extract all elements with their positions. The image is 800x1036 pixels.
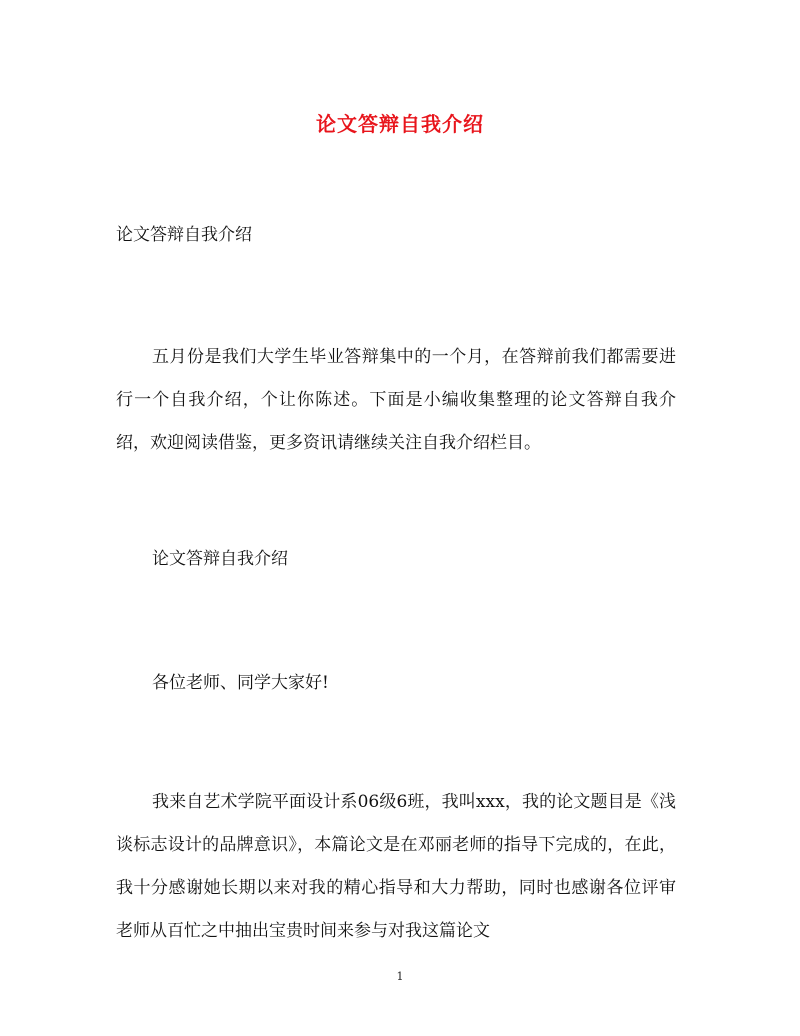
document-title: 论文答辩自我介绍	[316, 112, 484, 136]
page-number: 1	[396, 970, 404, 983]
intro-paragraph: 五月份是我们大学生毕业答辩集中的一个月，在答辩前我们都需要进行一个自我介绍，个让你陈述。下面是小编收集整理的论文答辩自我介绍，欢迎阅读借鉴，更多资讯请继续关注自我介绍栏目。	[116, 347, 676, 453]
section-heading: 论文答辩自我介绍	[152, 549, 288, 569]
document-subtitle: 论文答辩自我介绍	[116, 225, 252, 245]
body-paragraph: 我来自艺术学院平面设计系06级6班，我叫xxx，我的论文题目是《浅谈标志设计的品牌意识》，本篇论文是在邓丽老师的指导下完成的，在此，我十分感谢她长期以来对我的精心指导和大力帮助，同时也感谢各位评审老师从百忙之中抽出宝贵时间来参与对我这篇论文	[116, 792, 676, 941]
greeting-line: 各位老师、同学大家好!	[152, 673, 329, 693]
